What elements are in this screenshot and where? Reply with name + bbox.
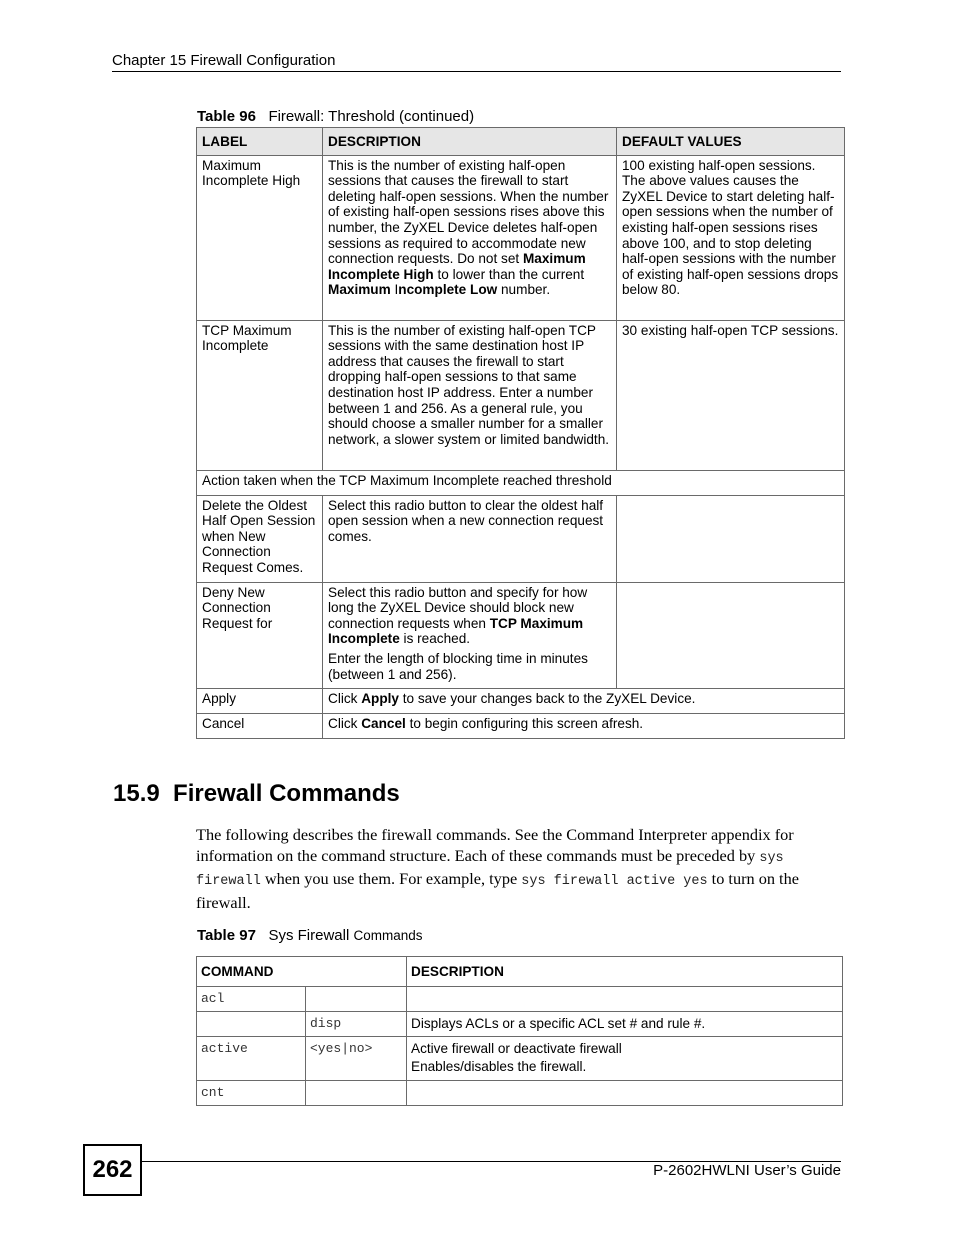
row-default: 30 existing half-open TCP sessions. (617, 320, 845, 470)
desc-text: to save your changes back to the ZyXEL Device. (399, 690, 696, 706)
table-96-number: Table 96 (197, 108, 256, 125)
subcommand-cell: disp (306, 1012, 407, 1037)
desc-text: Click (328, 715, 362, 731)
header-command: COMMAND (197, 957, 407, 987)
command-cell: acl (197, 987, 306, 1012)
table-96-caption (197, 108, 474, 125)
desc-bold: ncomplete Low (398, 282, 498, 298)
row-description (323, 582, 617, 688)
desc-paragraph: Enter the length of blocking time in minutes (between 1 and 256). (328, 650, 588, 682)
header-rule (112, 71, 841, 72)
firewall-threshold-table (196, 127, 845, 739)
para-text: to turn on the firewall. (196, 869, 799, 912)
table-96-title: Firewall: Threshold (continued) (268, 108, 475, 125)
row-default (617, 582, 845, 688)
desc-text: is reached. (399, 631, 471, 647)
row-label: Maximum Incomplete High (197, 155, 323, 320)
sys-firewall-commands-table (196, 956, 843, 1106)
desc-line: Enables/disables the firewall. (411, 1059, 587, 1074)
table-header-row (197, 957, 843, 987)
row-description (323, 688, 845, 713)
chapter-heading: Chapter 15 Firewall Configuration (112, 52, 336, 69)
desc-bold: Maximum (328, 282, 395, 298)
desc-bold: TCP Maximum Incomplete (328, 615, 584, 647)
section-row-text: Action taken when the TCP Maximum Incomplete reached threshold (197, 470, 845, 495)
table-row (197, 1012, 843, 1037)
table-97-title: Sys Firewall (268, 927, 354, 944)
table-header-row (197, 128, 845, 156)
desc-text: I (394, 282, 399, 298)
desc-text: number. (497, 282, 551, 298)
table-97-number: Table 97 (197, 927, 256, 944)
row-description (323, 713, 845, 738)
description-cell (407, 1037, 843, 1081)
table-row (197, 1081, 843, 1106)
section-paragraph (196, 825, 841, 913)
header-default-values: DEFAULT VALUES (617, 128, 845, 156)
table-row (197, 713, 845, 738)
subcommand-cell (306, 987, 407, 1012)
table-97-title-small: Commands (353, 928, 423, 943)
row-label: Delete the Oldest Half Open Session when New Connection Request Comes. (197, 495, 323, 582)
row-default: 100 existing half-open sessions. The above values causes the ZyXEL Device to start deleting half-open sessions when the number of existing half-open sessions rises above 100, and to stop deleting half-open sessions with the number of existing half-open sessions drops below 80. (617, 155, 845, 320)
command-cell: cnt (197, 1081, 306, 1106)
row-label: Cancel (197, 713, 323, 738)
desc-text: Select this radio button and specify for how long the ZyXEL Device should block new connection requests when (328, 584, 588, 631)
subcommand-cell: <yes|no> (306, 1037, 407, 1081)
table-row (197, 582, 845, 688)
guide-title: P-2602HWLNI User’s Guide (653, 1162, 841, 1179)
row-description (323, 155, 617, 320)
row-default (617, 495, 845, 582)
row-description: Select this radio button to clear the oldest half open session when a new connection request comes. (323, 495, 617, 582)
header-description: DESCRIPTION (323, 128, 617, 156)
table-row (197, 320, 845, 470)
inline-code: sys firewall active yes (521, 874, 708, 889)
desc-bold: Cancel (361, 715, 406, 731)
desc-text: This is the number of existing half-open sessions that causes the firewall to start deleting half-open sessions. When the number of existing half-open sessions rises above this number, the ZyXEL Device deletes half-open sessions as required to accommodate new connection requests. Do not set (328, 157, 609, 267)
row-label: Deny New Connection Request for (197, 582, 323, 688)
description-cell (407, 1081, 843, 1106)
page-number: 262 (83, 1144, 142, 1196)
section-title: 15.9 Firewall Commands (113, 780, 400, 807)
command-cell: active (197, 1037, 306, 1081)
desc-bold: Apply (361, 690, 399, 706)
para-text: when you use them. For example, type (260, 869, 522, 888)
desc-text: to lower than the current (433, 266, 585, 282)
table-row (197, 155, 845, 320)
table-section-row (197, 470, 845, 495)
table-row (197, 495, 845, 582)
table-97-caption (197, 927, 422, 944)
command-cell (197, 1012, 306, 1037)
description-cell (407, 987, 843, 1012)
row-label: TCP Maximum Incomplete (197, 320, 323, 470)
para-text: The following describes the firewall commands. See the Command Interpreter appendix for information on the command structure. Each of these commands must be preceded by (196, 825, 794, 865)
subcommand-cell (306, 1081, 407, 1106)
row-description: This is the number of existing half-open TCP sessions with the same destination host IP address that causes the firewall to start dropping half-open sessions to that same destination host IP address. Enter a number between 1 and 256. As a general rule, you should choose a smaller number for a smaller network, a slower system or limited bandwidth. (323, 320, 617, 470)
desc-bold: Maximum Incomplete High (328, 251, 586, 282)
table-row (197, 987, 843, 1012)
inline-code: sys firewall (196, 850, 784, 889)
table-row (197, 1037, 843, 1081)
table-row (197, 688, 845, 713)
desc-text: Click (328, 690, 362, 706)
desc-line: Active firewall or deactivate firewall (411, 1041, 622, 1056)
desc-paragraph (328, 585, 611, 647)
description-cell: Displays ACLs or a specific ACL set # and rule #. (407, 1012, 843, 1037)
row-label: Apply (197, 688, 323, 713)
header-description: DESCRIPTION (407, 957, 843, 987)
header-label: LABEL (197, 128, 323, 156)
desc-text: to begin configuring this screen afresh. (405, 715, 644, 731)
